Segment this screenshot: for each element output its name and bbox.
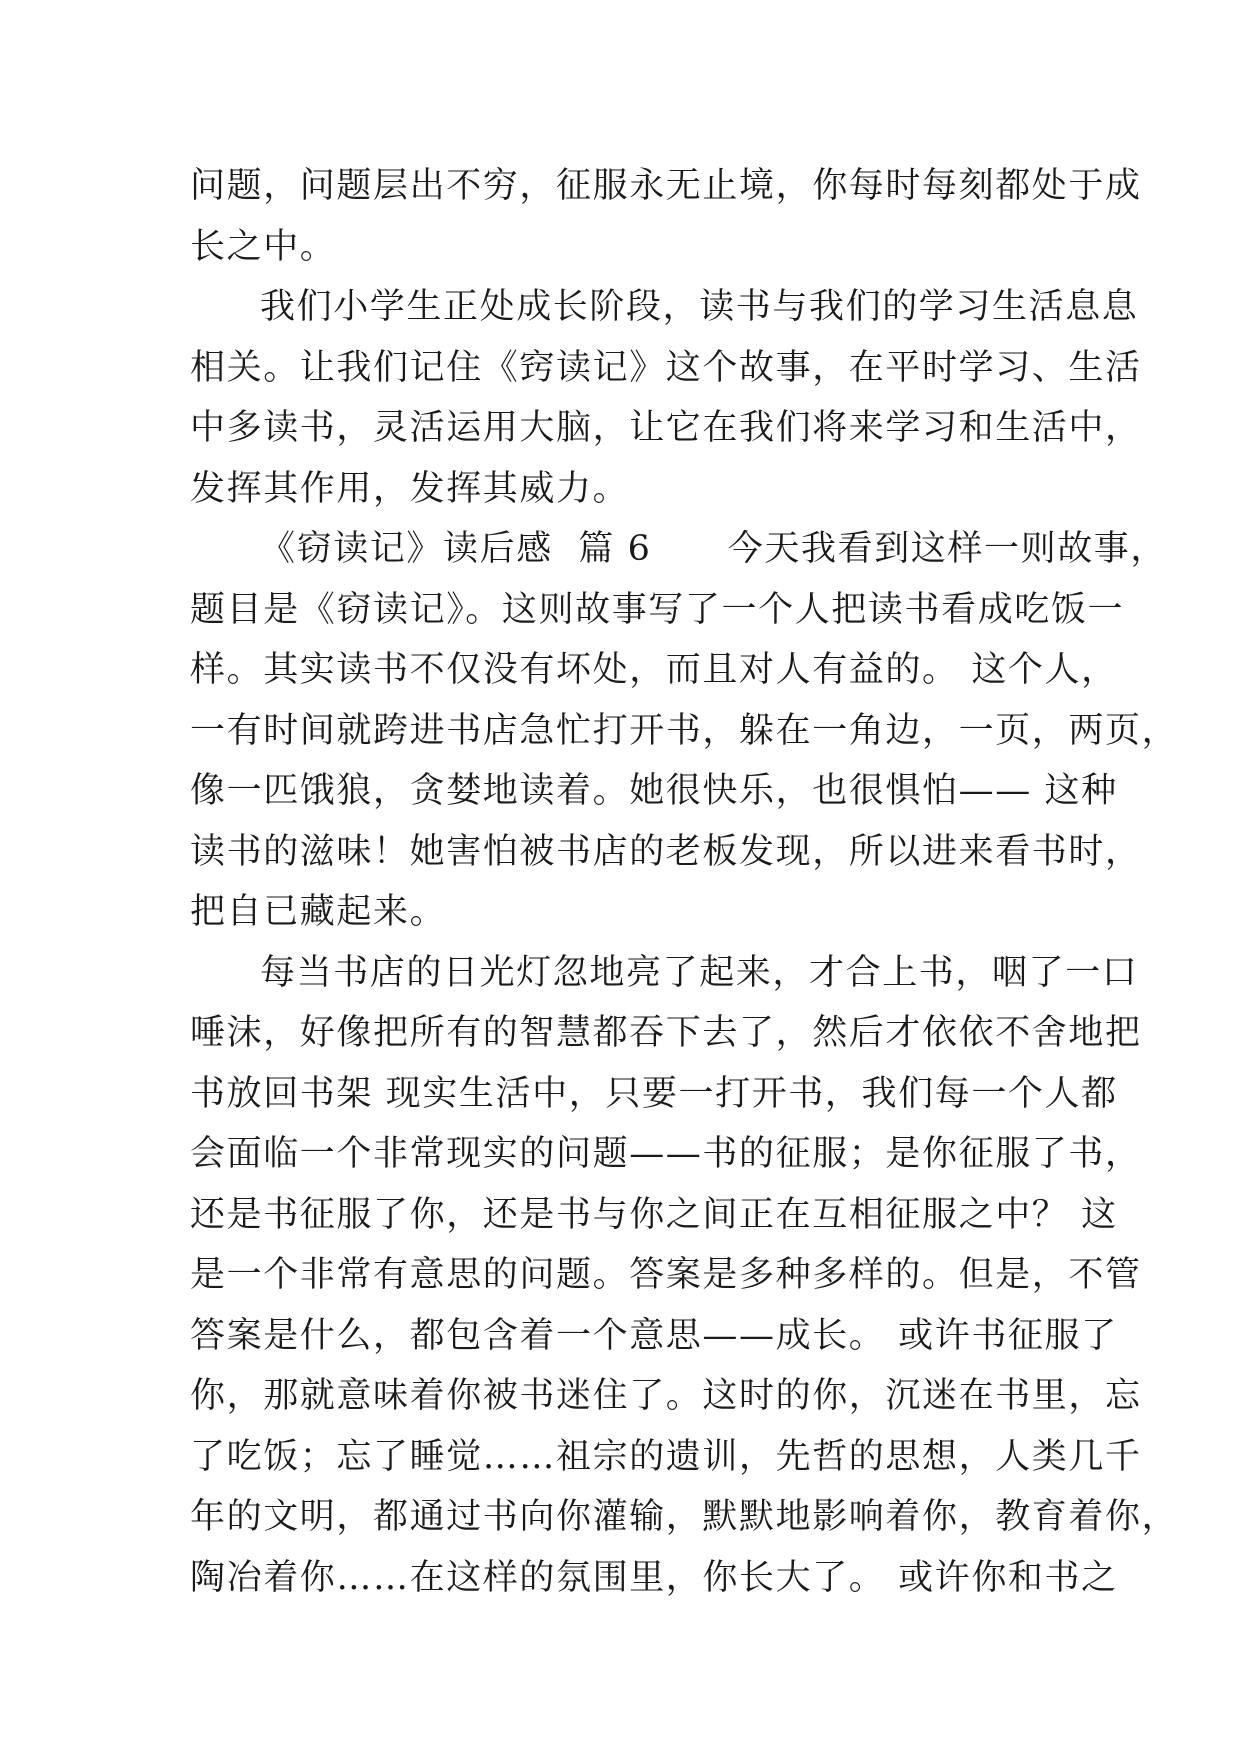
text-line: 样。其实读书不仅没有坏处，而且对人有益的。 这个人， [190, 650, 1118, 690]
text-line: 中多读书，灵活运用大脑，让它在我们将来学习和生活中， [190, 408, 1142, 448]
text-line: 会面临一个非常现实的问题——书的征服；是你征服了书， [190, 1134, 1142, 1174]
document-body [190, 156, 1179, 1608]
text-line: 读书的滋味！她害怕被书店的老板发现，所以进来看书时， [190, 831, 1142, 872]
text-line: 发挥其作用，发挥其威力。 [190, 468, 630, 509]
text-line: 年的文明，都通过书向你灌输，默默地影响着你，教育着你， [190, 1497, 1179, 1537]
text-line: 是一个非常有意思的问题。答案是多种多样的。但是，不管 [190, 1255, 1142, 1295]
text-line: 书放回书架 现实生活中，只要一打开书，我们每一个人都 [190, 1073, 1118, 1114]
text-line: 像一匹饿狼，贪婪地读着。她很快乐，也很惧怕—— 这种 [190, 771, 1118, 811]
text-line: 问题，问题层出不穷，征服永无止境，你每时每刻都处于成 [190, 166, 1142, 206]
text-line: 唾沫，好像把所有的智慧都吞下去了，然后才依依不舍地把 [190, 1013, 1142, 1053]
text-line: 把自已藏起来。 [190, 892, 447, 932]
text-line: 题目是《窃读记》。这则故事写了一个人把读书看成吃饭一 [190, 589, 1125, 630]
text-line: 我们小学生正处成长阶段，读书与我们的学习生活息息 [260, 287, 1139, 327]
section-heading-line: 《窃读记》读后感 篇 6 今天我看到这样一则故事， [260, 529, 1167, 569]
text-line: 还是书征服了你，还是书与你之间正在互相征服之中？ 这 [190, 1194, 1118, 1235]
text-line: 一有时间就跨进书店急忙打开书，躲在一角边，一页，两页， [190, 710, 1179, 751]
text-line: 相关。让我们记住《窍读记》这个故事，在平时学习、生活 [190, 347, 1142, 388]
text-line: 陶冶着你……在这样的氛围里，你长大了。 或许你和书之 [190, 1557, 1118, 1598]
text-line: 每当书店的日光灯忽地亮了起来，才合上书，咽了一口 [260, 952, 1139, 993]
text-line: 了吃饭；忘了睡觉……祖宗的遗训，先哲的思想，人类几千 [190, 1436, 1142, 1477]
text-line: 你，那就意味着你被书迷住了。这时的你，沉迷在书里，忘 [190, 1376, 1142, 1416]
text-line: 答案是什么，都包含着一个意思——成长。 或许书征服了 [190, 1315, 1118, 1356]
text-line: 长之中。 [190, 226, 337, 267]
